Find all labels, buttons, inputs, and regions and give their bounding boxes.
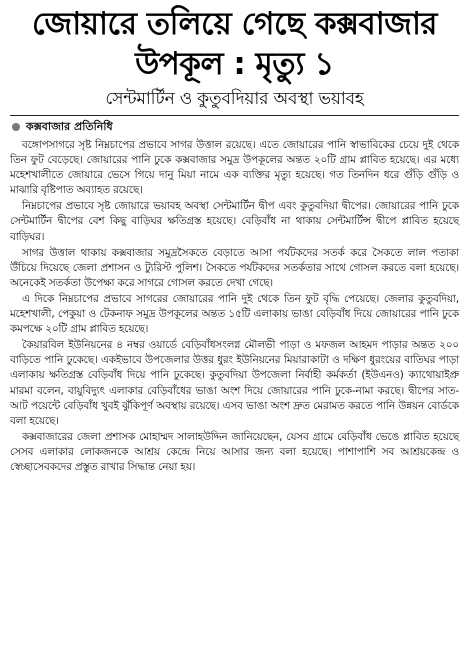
headline-line-1: জোয়ারে তলিয়ে গেছে কক্সবাজার: [31, 6, 437, 42]
byline: [12, 119, 459, 135]
headline-line-2: উপকূল : মৃত্যু ১: [135, 46, 334, 82]
bullet-icon: [12, 123, 20, 131]
paragraph-3: সাগর উত্তাল থাকায় কক্সবাজার সমুদ্রসৈকতে বেড়াতে আসা পর্যটকদের সতর্ক করে সৈকতে লাল পতাকা উঁচিয়ে দিয়েছে জেলা প্রশাসন ও ট্যুরিস্ট পুলিশ। সৈকতে পর্যটকদের সতর্কতার সাথে গোসল করতে বলা হয়েছে। অনেকেই সতর্কতা উপেক্ষা করে সাগরে গোসল করতে দেখা গেছে।: [10, 246, 459, 289]
news-clipping: [0, 4, 469, 645]
article-body: [10, 138, 459, 475]
divider: [10, 115, 459, 116]
subheadline: সেন্টমার্টিন ও কুতুবদিয়ার অবস্থা ভয়াবহ: [105, 89, 364, 109]
paragraph-2: নিম্নচাপের প্রভাবে সৃষ্ট জোয়ারে ভয়াবহ অবস্থা সেন্টমার্টিন দ্বীপ এবং কুতুবদিয়া দ্বীপের। জোয়ারের পানি ঢুকে সেন্টমার্টিন দ্বীপের বেশ কিছু বাড়িঘর ক্ষতিগ্রস্ত হয়েছে। বেড়িবাঁধ না থাকায় সেন্টমার্টিন্স দ্বীপে প্লাবিত হয়েছে বাড়িঘর।: [10, 200, 459, 243]
byline-text: কক্সবাজার প্রতিনিধি: [26, 120, 113, 133]
paragraph-6: কক্সবাজারের জেলা প্রশাসক মোহাম্মদ সালাহউদ্দিন জানিয়েছেন, যেসব গ্রামে বেড়িবাঁধ ভেঙে প্লাবিত হয়েছে সেসব এলাকার লোকজনকে আশ্রয় কেন্দ্রে নিয়ে আসার জন্য বলা হয়েছে। পাশাপাশি সব আশ্রয়কেন্দ্র ও স্বেচ্ছাসেবকদের প্রস্তুত রাখার সিদ্ধান্ত নেয়া হয়।: [10, 430, 459, 473]
paragraph-1: বঙ্গোপসাগরে সৃষ্ট নিম্নচাপের প্রভাবে সাগর উত্তাল রয়েছে। এতে জোয়ারের পানি স্বাভাবিকের চেয়ে দুই থেকে তিন ফুট বেড়েছে। জোয়ারের পানি ঢুকে কক্সবাজার সমুদ্র উপকূলের অন্তত ২০টি গ্রাম প্লাবিত হয়েছে। এর মধ্যে মহেশখালীতে জোয়ারে ভেসে গিয়ে দানু মিয়া নামে এক ব্যক্তির মৃত্যু হয়েছে। গত তিনদিন ধরে গুঁড়ি গুঁড়ি ও মাঝারি বৃষ্টিপাত অব্যাহত রয়েছে।: [10, 139, 459, 197]
paragraph-5: কৈয়ারবিল ইউনিয়নের ৪ নম্বর ওয়ার্ডে বেড়িবাঁধসংলগ্ন মৌলভী পাড়া ও মফজল আহমদ পাড়ার অন্তত ২০০ বাড়িতে পানি ঢুকেছে। একইভাবে উপজেলার উত্তর ধুরং ইউনিয়নের মিয়ারাকাটা ও দক্ষিণ ধুরংয়ের বাতিঘর পাড়া এলাকায় ক্ষতিগ্রস্ত বেড়িবাঁধ দিয়ে পানি ঢুকেছে। কুতুবদিয়া উপজেলা নির্বাহী কর্মকর্তা (ইউএনও) ক্যাথোয়াইপ্রু মারমা বলেন, বায়ুবিদ্যুৎ এলাকার বেড়িবাঁধের ভাঙা অংশ দিয়ে জোয়ারের পানি ঢুকে-নামা করছে। দ্বীপের সাত-আট পয়েন্টে বেড়িবাঁধ খুবই ঝুঁকিপূর্ণ অবস্থায় রয়েছে। এসব ভাঙা অংশ দ্রুত মেরামত করতে পানি উন্নয়ন বোর্ডকে বলা হয়েছে।: [10, 339, 459, 427]
paragraph-4: এ দিকে নিম্নচাপের প্রভাবে সাগরের জোয়ারের পানি দুই থেকে তিন ফুট বৃদ্ধি পেয়েছে। জেলার কুতুবদিয়া, মহেশখালী, পেকুয়া ও টেকনাফ সমুদ্র উপকূলের অন্তত ১৫টি এলাকায় ভাঙা বেড়িবাঁধ দিয়ে জোয়ারের পানি ঢুকে কমপক্ষে ২০টি গ্রাম প্লাবিত হয়েছে।: [10, 292, 459, 336]
